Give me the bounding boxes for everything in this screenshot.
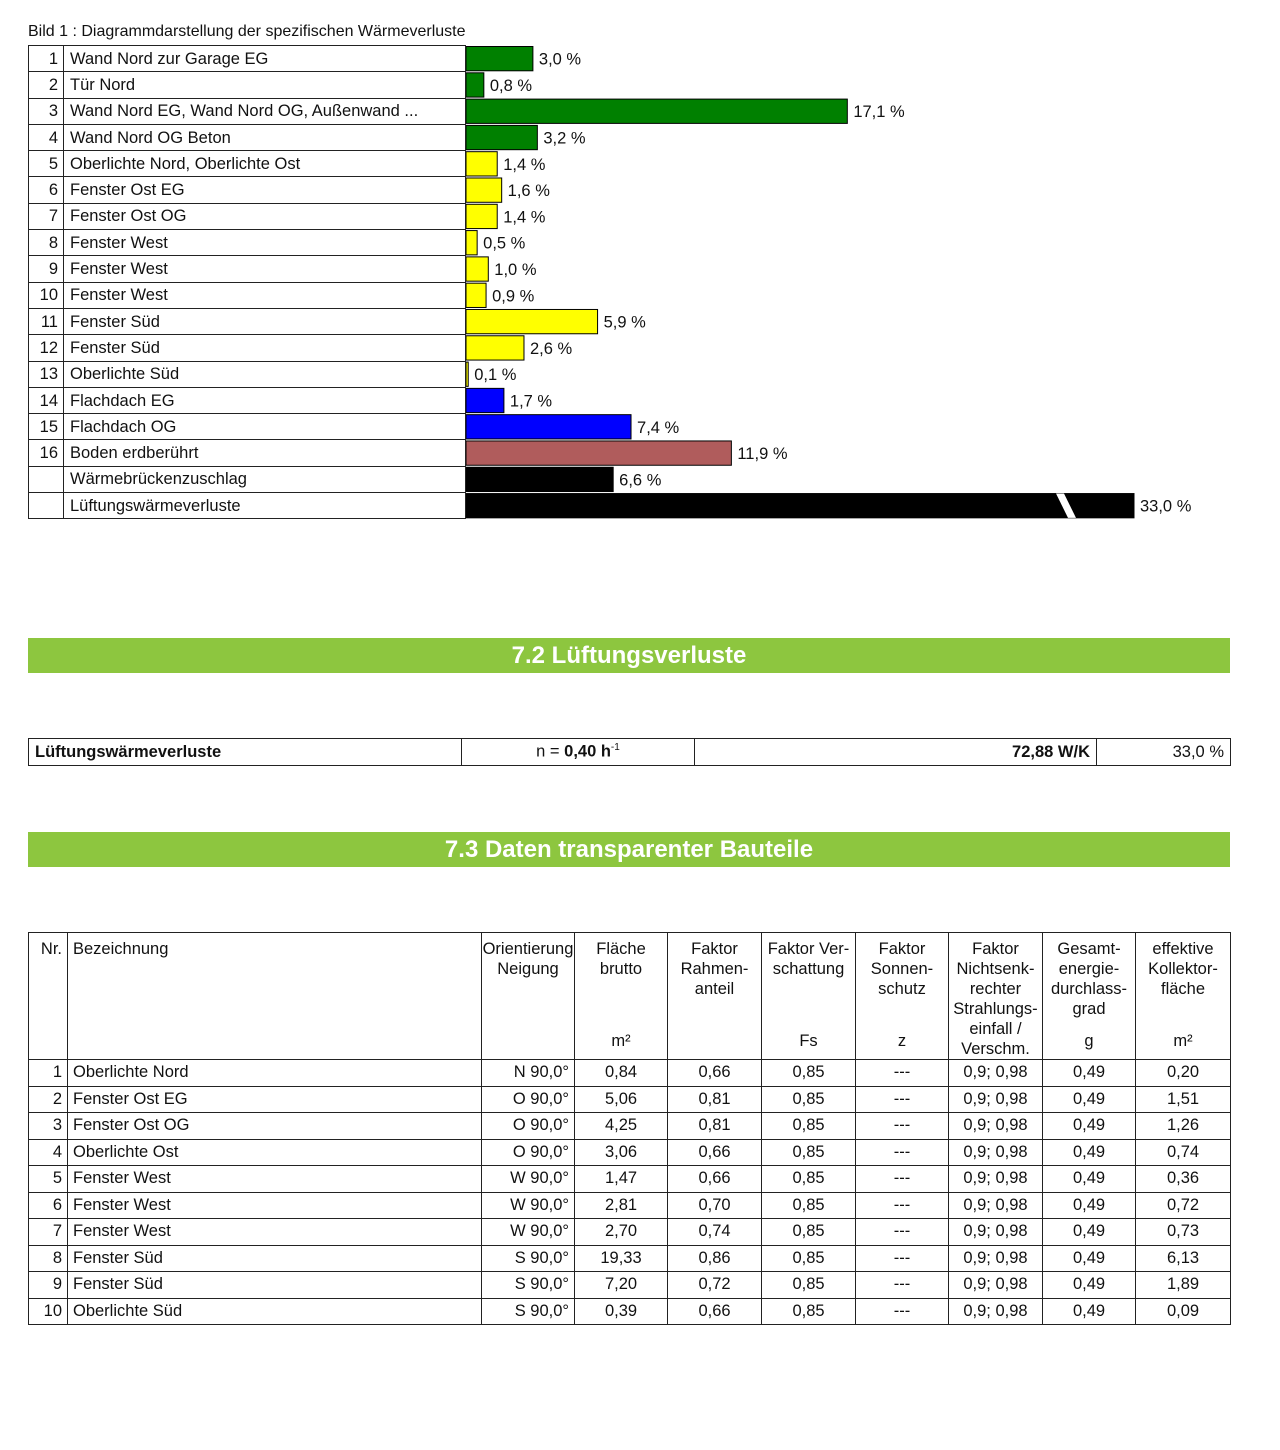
chart-row-number: 13 bbox=[29, 361, 64, 387]
row-effective-area: 0,36 bbox=[1136, 1166, 1231, 1193]
bar-value-label: 1,4 % bbox=[503, 208, 546, 227]
table-row bbox=[29, 1113, 1231, 1140]
row-nonperpendicular-factor: 0,9; 0,98 bbox=[949, 1086, 1043, 1113]
row-area: 1,47 bbox=[575, 1166, 668, 1193]
table-row bbox=[29, 1245, 1231, 1272]
row-area: 7,20 bbox=[575, 1272, 668, 1299]
bar-16 bbox=[466, 441, 731, 465]
row-g-value: 0,49 bbox=[1043, 1245, 1136, 1272]
ventilation-percent: 33,0 % bbox=[1097, 739, 1231, 766]
table-header-row bbox=[29, 933, 1231, 1060]
row-g-value: 0,49 bbox=[1043, 1192, 1136, 1219]
chart-row-label: Wand Nord zur Garage EG bbox=[64, 46, 466, 72]
row-sunshade-factor: --- bbox=[856, 1272, 949, 1299]
row-nonperpendicular-factor: 0,9; 0,98 bbox=[949, 1166, 1043, 1193]
row-g-value: 0,49 bbox=[1043, 1272, 1136, 1299]
row-shading-factor: 0,85 bbox=[762, 1113, 856, 1140]
chart-row bbox=[29, 335, 466, 361]
row-g-value: 0,49 bbox=[1043, 1060, 1136, 1087]
bar-10 bbox=[466, 283, 486, 307]
row-g-value: 0,49 bbox=[1043, 1166, 1136, 1193]
row-area: 2,70 bbox=[575, 1219, 668, 1246]
chart-row-label: Wand Nord OG Beton bbox=[64, 124, 466, 150]
chart-caption: Bild 1 : Diagrammdarstellung der spezifischen Wärmeverluste bbox=[28, 23, 466, 40]
row-sunshade-factor: --- bbox=[856, 1060, 949, 1087]
row-shading-factor: 0,85 bbox=[762, 1192, 856, 1219]
bar-4 bbox=[466, 125, 537, 149]
bar-extra-16 bbox=[466, 467, 613, 491]
row-sunshade-factor: --- bbox=[856, 1086, 949, 1113]
row-orientation: S 90,0° bbox=[482, 1245, 575, 1272]
row-g-value: 0,49 bbox=[1043, 1086, 1136, 1113]
row-orientation: O 90,0° bbox=[482, 1086, 575, 1113]
row-area: 4,25 bbox=[575, 1113, 668, 1140]
heat-loss-chart bbox=[28, 45, 1268, 527]
bar-value-label: 17,1 % bbox=[853, 103, 905, 122]
section-header-transparent: 7.3 Daten transparenter Bauteile bbox=[28, 832, 1230, 867]
header-kollektor-unit: m² bbox=[1173, 1032, 1193, 1050]
bar-value-label: 3,0 % bbox=[538, 50, 582, 69]
row-nonperpendicular-factor: 0,9; 0,98 bbox=[949, 1219, 1043, 1246]
row-effective-area: 0,20 bbox=[1136, 1060, 1231, 1087]
row-shading-factor: 0,85 bbox=[762, 1139, 856, 1166]
row-nr: 3 bbox=[29, 1113, 68, 1140]
row-name: Fenster Süd bbox=[68, 1245, 482, 1272]
chart-row-label: Flachdach OG bbox=[64, 414, 466, 440]
chart-row-number bbox=[29, 493, 64, 519]
bar-value-label: 11,9 % bbox=[737, 445, 788, 464]
bar-1 bbox=[466, 47, 533, 71]
row-effective-area: 0,74 bbox=[1136, 1139, 1231, 1166]
row-g-value: 0,49 bbox=[1043, 1113, 1136, 1140]
chart-row-label: Fenster Süd bbox=[64, 335, 466, 361]
transparent-components-table bbox=[28, 932, 1231, 1325]
table-row bbox=[29, 1192, 1231, 1219]
chart-row-number: 14 bbox=[29, 387, 64, 413]
row-orientation: N 90,0° bbox=[482, 1060, 575, 1087]
ventilation-heat-loss-value: 72,88 W/K bbox=[695, 739, 1097, 766]
row-g-value: 0,49 bbox=[1043, 1219, 1136, 1246]
row-area: 0,84 bbox=[575, 1060, 668, 1087]
row-effective-area: 6,13 bbox=[1136, 1245, 1231, 1272]
bar-11 bbox=[466, 309, 598, 333]
header-sonnenschutz-unit: z bbox=[897, 1032, 907, 1050]
row-effective-area: 1,89 bbox=[1136, 1272, 1231, 1299]
row-area: 5,06 bbox=[575, 1086, 668, 1113]
bar-value-label: 1,6 % bbox=[507, 182, 550, 201]
chart-row bbox=[29, 46, 466, 72]
row-effective-area: 0,72 bbox=[1136, 1192, 1231, 1219]
chart-row bbox=[29, 466, 466, 492]
row-shading-factor: 0,85 bbox=[762, 1166, 856, 1193]
chart-row-label: Fenster West bbox=[64, 282, 466, 308]
row-nr: 9 bbox=[29, 1272, 68, 1299]
bar-value-label: 0,8 % bbox=[489, 76, 533, 95]
header-kollektor-label: effektive Kollektor-fläche bbox=[1148, 940, 1218, 998]
bar-value-label: 1,7 % bbox=[509, 392, 553, 411]
chart-bars bbox=[466, 45, 1266, 527]
header-gesamtenergie bbox=[1043, 933, 1136, 1060]
row-nonperpendicular-factor: 0,9; 0,98 bbox=[949, 1192, 1043, 1219]
row-name: Oberlichte Ost bbox=[68, 1139, 482, 1166]
chart-row bbox=[29, 72, 466, 98]
row-shading-factor: 0,85 bbox=[762, 1298, 856, 1325]
row-shading-factor: 0,85 bbox=[762, 1272, 856, 1299]
bar-value-label: 3,2 % bbox=[543, 129, 586, 148]
chart-row bbox=[29, 151, 466, 177]
bar-value-label: 1,4 % bbox=[503, 155, 546, 174]
row-frame-factor: 0,86 bbox=[668, 1245, 762, 1272]
bar-value-label: 0,1 % bbox=[474, 366, 517, 385]
ventilation-table bbox=[28, 738, 1231, 766]
row-orientation: W 90,0° bbox=[482, 1219, 575, 1246]
row-name: Oberlichte Süd bbox=[68, 1298, 482, 1325]
row-nr: 2 bbox=[29, 1086, 68, 1113]
row-name: Fenster Ost EG bbox=[68, 1086, 482, 1113]
chart-row-label: Fenster West bbox=[64, 230, 466, 256]
chart-row-number: 1 bbox=[29, 46, 64, 72]
row-orientation: S 90,0° bbox=[482, 1298, 575, 1325]
header-orientierung: Orientierung Neigung bbox=[482, 933, 575, 1060]
chart-row-number: 5 bbox=[29, 151, 64, 177]
row-frame-factor: 0,66 bbox=[668, 1060, 762, 1087]
chart-row-number: 12 bbox=[29, 335, 64, 361]
row-effective-area: 0,73 bbox=[1136, 1219, 1231, 1246]
row-orientation: W 90,0° bbox=[482, 1166, 575, 1193]
chart-row-number: 6 bbox=[29, 177, 64, 203]
chart-row-label: Fenster Ost EG bbox=[64, 177, 466, 203]
chart-row-number: 16 bbox=[29, 440, 64, 466]
ventilation-label: Lüftungswärmeverluste bbox=[29, 739, 462, 766]
bar-value-label: 1,0 % bbox=[494, 261, 537, 280]
row-name: Oberlichte Nord bbox=[68, 1060, 482, 1087]
row-frame-factor: 0,74 bbox=[668, 1219, 762, 1246]
header-nr: Nr. bbox=[29, 933, 68, 1060]
bar-5 bbox=[466, 152, 497, 176]
header-bezeichnung: Bezeichnung bbox=[68, 933, 482, 1060]
chart-row bbox=[29, 98, 466, 124]
header-rahmen: Faktor Rahmen-anteil bbox=[668, 933, 762, 1060]
bar-9 bbox=[466, 257, 488, 281]
bar-value-label: 0,5 % bbox=[483, 234, 526, 253]
row-nr: 8 bbox=[29, 1245, 68, 1272]
bar-extra-17 bbox=[466, 494, 1134, 518]
chart-row bbox=[29, 256, 466, 282]
row-name: Fenster West bbox=[68, 1219, 482, 1246]
row-name: Fenster West bbox=[68, 1192, 482, 1219]
row-frame-factor: 0,72 bbox=[668, 1272, 762, 1299]
chart-row-label: Oberlichte Nord, Oberlichte Ost bbox=[64, 151, 466, 177]
row-frame-factor: 0,81 bbox=[668, 1086, 762, 1113]
chart-row bbox=[29, 124, 466, 150]
header-gesamtenergie-unit: g bbox=[1084, 1032, 1094, 1050]
table-row bbox=[29, 1298, 1231, 1325]
bar-value-label: 33,0 % bbox=[1140, 497, 1192, 516]
row-g-value: 0,49 bbox=[1043, 1139, 1136, 1166]
chart-label-table bbox=[28, 45, 466, 519]
row-shading-factor: 0,85 bbox=[762, 1245, 856, 1272]
chart-row-number: 4 bbox=[29, 124, 64, 150]
row-frame-factor: 0,81 bbox=[668, 1113, 762, 1140]
row-name: Fenster Süd bbox=[68, 1272, 482, 1299]
chart-row bbox=[29, 440, 466, 466]
bar-value-label: 6,6 % bbox=[619, 471, 662, 490]
row-nonperpendicular-factor: 0,9; 0,98 bbox=[949, 1139, 1043, 1166]
chart-row bbox=[29, 308, 466, 334]
section-header-ventilation: 7.2 Lüftungsverluste bbox=[28, 638, 1230, 673]
header-verschattung bbox=[762, 933, 856, 1060]
air-exchange-exponent: -1 bbox=[610, 742, 620, 754]
row-orientation: W 90,0° bbox=[482, 1192, 575, 1219]
row-effective-area: 1,51 bbox=[1136, 1086, 1231, 1113]
chart-row-number: 9 bbox=[29, 256, 64, 282]
bar-value-label: 7,4 % bbox=[637, 418, 680, 437]
bar-7 bbox=[466, 204, 497, 228]
chart-row-label: Lüftungswärmeverluste bbox=[64, 493, 466, 519]
chart-row bbox=[29, 493, 466, 519]
chart-row-label: Wand Nord EG, Wand Nord OG, Außenwand ... bbox=[64, 98, 466, 124]
row-frame-factor: 0,66 bbox=[668, 1166, 762, 1193]
header-sonnenschutz bbox=[856, 933, 949, 1060]
table-row bbox=[29, 1139, 1231, 1166]
row-nr: 5 bbox=[29, 1166, 68, 1193]
row-nonperpendicular-factor: 0,9; 0,98 bbox=[949, 1272, 1043, 1299]
bar-2 bbox=[466, 73, 484, 97]
chart-row-number: 10 bbox=[29, 282, 64, 308]
row-nr: 7 bbox=[29, 1219, 68, 1246]
bar-value-label: 0,9 % bbox=[492, 287, 535, 306]
header-verschattung-unit: Fs bbox=[799, 1032, 818, 1050]
chart-row bbox=[29, 177, 466, 203]
chart-row-number: 15 bbox=[29, 414, 64, 440]
chart-row-label: Flachdach EG bbox=[64, 387, 466, 413]
bar-15 bbox=[466, 415, 631, 439]
chart-row-label: Tür Nord bbox=[64, 72, 466, 98]
header-flaeche-label: Fläche brutto bbox=[596, 940, 646, 978]
chart-row-label: Fenster Ost OG bbox=[64, 203, 466, 229]
bar-3 bbox=[466, 99, 847, 123]
header-flaeche-unit: m² bbox=[611, 1032, 631, 1050]
row-g-value: 0,49 bbox=[1043, 1298, 1136, 1325]
header-nichtsenkrecht: Faktor Nichtsenk-rechter Strahlungs-einfall / Verschm. bbox=[949, 933, 1043, 1060]
row-nr: 4 bbox=[29, 1139, 68, 1166]
row-area: 2,81 bbox=[575, 1192, 668, 1219]
chart-row-number bbox=[29, 466, 64, 492]
table-row bbox=[29, 1166, 1231, 1193]
chart-row-number: 7 bbox=[29, 203, 64, 229]
bar-12 bbox=[466, 336, 524, 360]
row-nr: 1 bbox=[29, 1060, 68, 1087]
bar-13 bbox=[466, 362, 468, 386]
row-area: 0,39 bbox=[575, 1298, 668, 1325]
row-effective-area: 1,26 bbox=[1136, 1113, 1231, 1140]
chart-row bbox=[29, 361, 466, 387]
chart-row bbox=[29, 230, 466, 256]
air-exchange-prefix: n = bbox=[536, 742, 565, 761]
bar-14 bbox=[466, 388, 504, 412]
row-name: Fenster West bbox=[68, 1166, 482, 1193]
row-nr: 10 bbox=[29, 1298, 68, 1325]
air-exchange-rate bbox=[462, 739, 695, 766]
row-sunshade-factor: --- bbox=[856, 1166, 949, 1193]
row-nonperpendicular-factor: 0,9; 0,98 bbox=[949, 1245, 1043, 1272]
row-sunshade-factor: --- bbox=[856, 1219, 949, 1246]
bar-value-label: 5,9 % bbox=[603, 313, 646, 332]
table-row bbox=[29, 1086, 1231, 1113]
chart-row bbox=[29, 414, 466, 440]
row-frame-factor: 0,70 bbox=[668, 1192, 762, 1219]
chart-row-number: 8 bbox=[29, 230, 64, 256]
header-verschattung-label: Faktor Ver-schattung bbox=[767, 940, 850, 978]
table-row bbox=[29, 1060, 1231, 1087]
row-shading-factor: 0,85 bbox=[762, 1219, 856, 1246]
row-sunshade-factor: --- bbox=[856, 1113, 949, 1140]
row-nonperpendicular-factor: 0,9; 0,98 bbox=[949, 1298, 1043, 1325]
chart-row bbox=[29, 282, 466, 308]
header-kollektorflaeche bbox=[1136, 933, 1231, 1060]
chart-row-label: Fenster West bbox=[64, 256, 466, 282]
air-exchange-value: 0,40 h bbox=[564, 742, 611, 761]
row-orientation: O 90,0° bbox=[482, 1113, 575, 1140]
header-gesamtenergie-label: Gesamt-energie-durchlass-grad bbox=[1050, 940, 1128, 1018]
row-frame-factor: 0,66 bbox=[668, 1139, 762, 1166]
chart-row bbox=[29, 387, 466, 413]
row-sunshade-factor: --- bbox=[856, 1139, 949, 1166]
chart-row-label: Oberlichte Süd bbox=[64, 361, 466, 387]
row-nr: 6 bbox=[29, 1192, 68, 1219]
header-flaeche bbox=[575, 933, 668, 1060]
chart-row-label: Fenster Süd bbox=[64, 308, 466, 334]
row-sunshade-factor: --- bbox=[856, 1298, 949, 1325]
bar-6 bbox=[466, 178, 502, 202]
chart-row-label: Wärmebrückenzuschlag bbox=[64, 466, 466, 492]
table-row bbox=[29, 1272, 1231, 1299]
row-area: 3,06 bbox=[575, 1139, 668, 1166]
row-nonperpendicular-factor: 0,9; 0,98 bbox=[949, 1113, 1043, 1140]
chart-row-number: 2 bbox=[29, 72, 64, 98]
chart-row bbox=[29, 203, 466, 229]
header-sonnenschutz-label: Faktor Sonnen-schutz bbox=[870, 940, 934, 998]
ventilation-row bbox=[29, 739, 1231, 766]
row-frame-factor: 0,66 bbox=[668, 1298, 762, 1325]
row-name: Fenster Ost OG bbox=[68, 1113, 482, 1140]
row-sunshade-factor: --- bbox=[856, 1245, 949, 1272]
row-orientation: O 90,0° bbox=[482, 1139, 575, 1166]
table-row bbox=[29, 1219, 1231, 1246]
row-effective-area: 0,09 bbox=[1136, 1298, 1231, 1325]
row-shading-factor: 0,85 bbox=[762, 1086, 856, 1113]
row-nonperpendicular-factor: 0,9; 0,98 bbox=[949, 1060, 1043, 1087]
row-area: 19,33 bbox=[575, 1245, 668, 1272]
bar-8 bbox=[466, 231, 477, 255]
row-orientation: S 90,0° bbox=[482, 1272, 575, 1299]
row-shading-factor: 0,85 bbox=[762, 1060, 856, 1087]
chart-row-number: 3 bbox=[29, 98, 64, 124]
chart-row-label: Boden erdberührt bbox=[64, 440, 466, 466]
row-sunshade-factor: --- bbox=[856, 1192, 949, 1219]
bar-value-label: 2,6 % bbox=[529, 339, 573, 358]
chart-row-number: 11 bbox=[29, 308, 64, 334]
